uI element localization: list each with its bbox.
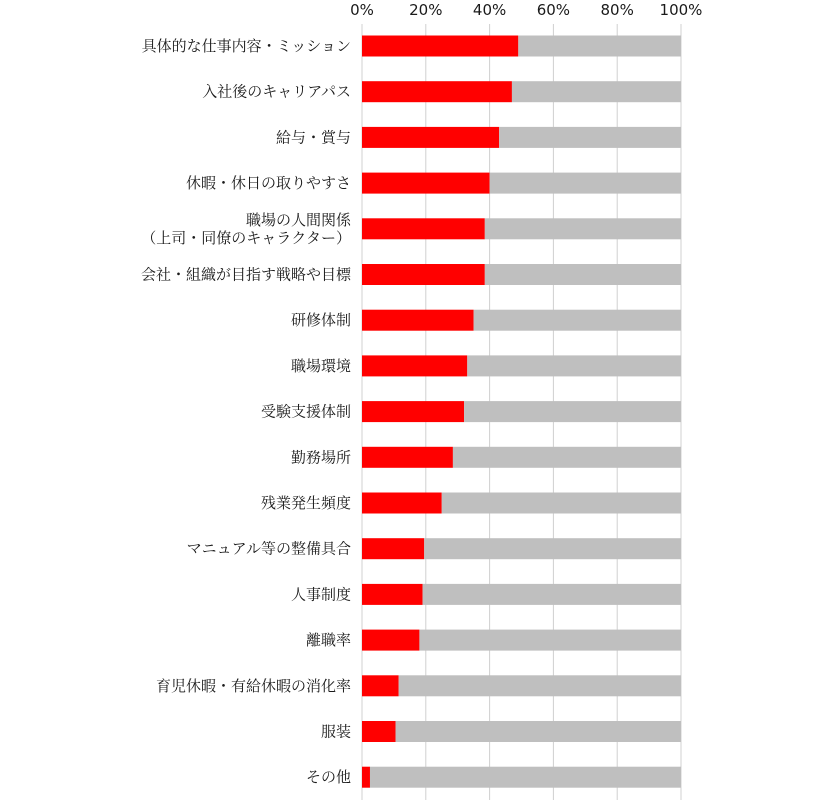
bar-segment-remainder [485, 218, 681, 239]
bar-segment-remainder [395, 721, 681, 742]
bar-segment-primary [362, 81, 512, 102]
bar-segment-remainder [485, 264, 681, 285]
category-label: 職場環境 [290, 356, 351, 375]
bar-segment-primary [362, 355, 467, 376]
bar-segment-remainder [370, 767, 681, 788]
category-label: 育児休暇・有給休暇の消化率 [155, 676, 351, 695]
category-label: 勤務場所 [290, 448, 351, 467]
bar-segment-remainder [499, 127, 681, 148]
category-label: 職場の人間関係 [245, 210, 351, 229]
bar-segment-primary [362, 630, 419, 651]
bar-segment-remainder [512, 81, 681, 102]
x-tick-label: 60% [536, 1, 571, 19]
category-label: 服装 [320, 722, 351, 741]
bar-segment-remainder [464, 401, 681, 422]
bar-segment-remainder [467, 355, 681, 376]
category-label: その他 [305, 768, 351, 787]
bars [362, 36, 681, 788]
x-tick-label: 20% [409, 1, 443, 19]
bar-segment-primary [362, 675, 399, 696]
category-label: 会社・組織が目指す戦略や目標 [140, 265, 351, 284]
category-labels [141, 37, 352, 786]
bar-segment-remainder [423, 584, 681, 605]
bar-segment-primary [362, 218, 485, 239]
bar-segment-primary [362, 401, 464, 422]
bar-segment-primary [362, 721, 395, 742]
x-tick-label: 0% [350, 1, 374, 19]
bar-segment-remainder [442, 493, 681, 514]
bar-segment-primary [362, 310, 474, 331]
bar-segment-primary [362, 173, 490, 194]
category-label: マニュアル等の整備具合 [186, 539, 351, 558]
bar-segment-remainder [518, 36, 681, 57]
bar-segment-primary [362, 127, 499, 148]
bar-segment-remainder [490, 173, 681, 194]
bar-segment-primary [362, 264, 485, 285]
bar-segment-primary [362, 36, 518, 57]
bar-segment-primary [362, 538, 424, 559]
bar-segment-remainder [424, 538, 681, 559]
category-label: （上司・同僚のキャラクター） [141, 228, 351, 247]
x-tick-label: 80% [600, 1, 634, 19]
bar-segment-primary [362, 447, 453, 468]
category-label: 受験支援体制 [260, 402, 351, 421]
x-tick-label: 40% [472, 1, 507, 19]
category-label: 給与・賞与 [275, 128, 351, 147]
bar-segment-remainder [474, 310, 681, 331]
bar-segment-primary [362, 767, 370, 788]
x-axis-ticks [350, 1, 702, 19]
bar-segment-primary [362, 493, 442, 514]
x-tick-label: 100% [659, 1, 703, 19]
category-label: 残業発生頻度 [260, 494, 351, 512]
category-label: 入社後のキャリアパス [202, 82, 351, 101]
category-label: 離職率 [305, 631, 351, 650]
category-label: 具体的な仕事内容・ミッション [141, 37, 351, 55]
bar-segment-primary [362, 584, 423, 605]
bar-segment-remainder [419, 630, 681, 651]
category-label: 研修体制 [290, 311, 351, 330]
category-label: 人事制度 [290, 585, 351, 604]
category-label: 休暇・休日の取りやすさ [185, 174, 351, 193]
bar-segment-remainder [453, 447, 681, 468]
bar-segment-remainder [399, 675, 681, 696]
